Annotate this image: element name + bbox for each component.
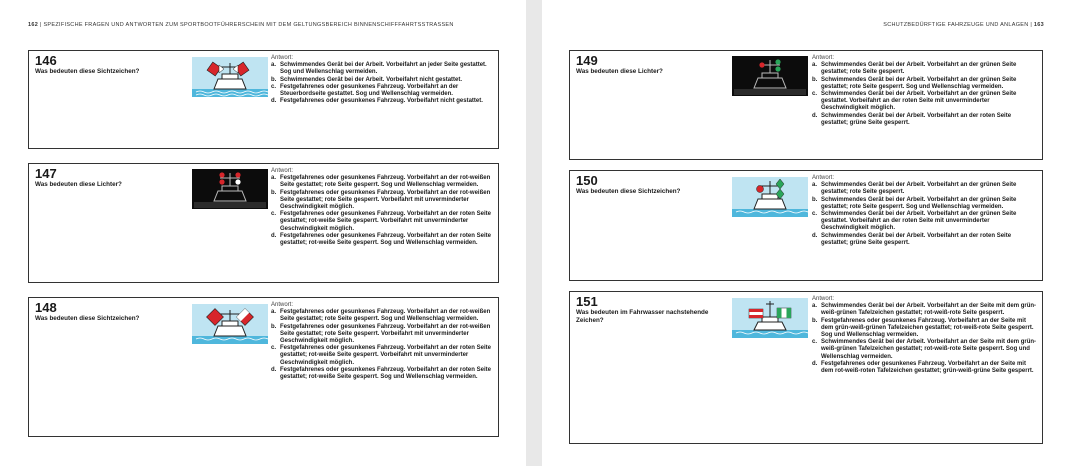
- answer-option[interactable]: d. Festgefahrenes oder gesunkenes Fahrzeug. Vorbeifahrt an der roten Seite gestattet; rot-weiße Seite gesperrt. Sog und Wellenschlag vermeiden.: [271, 232, 491, 247]
- question-card-151: [569, 291, 1043, 444]
- question-card-150: [569, 170, 1043, 281]
- page-header: SCHUTZBEDÜRFTIGE FAHRZEUGE UND ANLAGEN | 163: [883, 22, 1044, 28]
- answer-option[interactable]: d. Schwimmendes Gerät bei der Arbeit. Vorbeifahrt an der roten Seite gestattet; grüne Seite gesperrt.: [812, 232, 1012, 246]
- answer-option[interactable]: c. Festgefahrenes oder gesunkenes Fahrzeug. Vorbeifahrt an der roten Seite gestattet; rot-weiße Seite gesperrt. Vorbeifahrt mit unverminderter Geschwindigkeit möglich.: [271, 345, 491, 366]
- answer-option[interactable]: d. Festgefahrenes oder gesunkenes Fahrzeug. Vorbeifahrt an der roten Seite gestattet; rot-weiße Seite gesperrt. Sog und Wellenschlag vermeiden.: [271, 366, 491, 381]
- question-text: Was bedeuten diese Sichtzeichen?: [35, 315, 140, 322]
- answer-block: [271, 55, 493, 105]
- answer-option[interactable]: a. Schwimmendes Gerät bei der Arbeit. Vorbeifahrt an der grünen Seite gestattet; rote Seite gesperrt.: [812, 182, 1017, 196]
- answer-label: Antwort:: [812, 175, 835, 181]
- question-card-148: [28, 297, 499, 437]
- answer-option[interactable]: b. Festgefahrenes oder gesunkenes Fahrzeug. Vorbeifahrt an der rot-weißen Seite gestattet; rote Seite gesperrt. Vorbeifahrt mit unverminderter Geschwindigkeit möglich.: [271, 189, 491, 211]
- answer-block: [812, 55, 1038, 127]
- left-page: [0, 0, 526, 466]
- question-number: 147: [35, 166, 57, 181]
- day-signals-figure: [732, 177, 808, 217]
- answer-option[interactable]: a. Schwimmendes Gerät bei der Arbeit. Vorbeifahrt an der grünen Seite gestattet; rote Seite gesperrt.: [812, 62, 1017, 76]
- answer-option[interactable]: b. Festgefahrenes oder gesunkenes Fahrzeug. Vorbeifahrt an der Seite mit dem grün-weiß-grünen Tafelzeichen gestattet; rot-weiß-rote Seite gesperrt. Sog und Wellenschlag vermeiden.: [812, 317, 1034, 339]
- question-text: Was bedeuten diese Sichtzeichen?: [35, 68, 140, 75]
- question-text: Was bedeuten diese Sichtzeichen?: [576, 188, 681, 195]
- answer-option[interactable]: b. Schwimmendes Gerät bei der Arbeit. Vorbeifahrt an der grünen Seite gestattet; rote Seite gesperrt. Sog und Wellenschlag vermeiden.: [812, 196, 1017, 210]
- question-number: 148: [35, 300, 57, 315]
- answer-label: Antwort:: [271, 302, 294, 308]
- answer-option[interactable]: d. Festgefahrenes oder gesunkenes Fahrzeug. Vorbeifahrt an der Seite mit dem rot-weiß-roten Tafelzeichen gestattet; grün-weiß-grüne Seite gesperrt.: [812, 360, 1034, 375]
- answer-option[interactable]: c. Schwimmendes Gerät bei der Arbeit. Vorbeifahrt an der grünen Seite gestattet. Vorbeifahrt an der roten Seite mit unverminderter Geschwindigkeit möglich.: [812, 211, 1017, 232]
- question-card-149: [569, 50, 1043, 160]
- answer-block: [271, 302, 493, 381]
- answer-option[interactable]: a. Festgefahrenes oder gesunkenes Fahrzeug. Vorbeifahrt an der rot-weißen Seite gestattet; rote Seite gesperrt. Sog und Wellenschlag vermeiden.: [271, 175, 491, 189]
- question-text: Was bedeuten im Fahrwasser nachstehende Zeichen?: [576, 309, 709, 324]
- answer-label: Antwort:: [812, 296, 835, 302]
- answer-option[interactable]: d. Festgefahrenes oder gesunkenes Fahrzeug. Vorbeifahrt nicht gestattet.: [271, 98, 483, 105]
- question-number: 149: [576, 53, 598, 68]
- answer-label: Antwort:: [271, 55, 294, 61]
- answer-option[interactable]: c. Schwimmendes Gerät bei der Arbeit. Vorbeifahrt an der grünen Seite gestattet. Vorbeifahrt an der roten Seite mit unverminderter Geschwindigkeit möglich.: [812, 91, 1017, 112]
- question-text: Was bedeuten diese Lichter?: [35, 181, 122, 188]
- answer-label: Antwort:: [812, 55, 835, 61]
- answer-option[interactable]: c. Festgefahrenes oder gesunkenes Fahrzeug. Vorbeifahrt an der Steuerbordseite gestattet. Sog und Wellenschlag vermeiden.: [271, 83, 459, 98]
- right-page: [542, 0, 1068, 466]
- answer-option[interactable]: a. Schwimmendes Gerät bei der Arbeit. Vorbeifahrt an der Seite mit dem grün-weiß-grünen Tafelzeichen gestattet; rot-weiß-rote Seite gesperrt.: [812, 303, 1037, 317]
- question-card-147: [28, 163, 499, 283]
- answer-block: [271, 168, 493, 247]
- answer-option[interactable]: b. Festgefahrenes oder gesunkenes Fahrzeug. Vorbeifahrt an der rot-weißen Seite gestattet; rote Seite gesperrt. Vorbeifahrt mit unverminderter Geschwindigkeit möglich.: [271, 323, 491, 345]
- answer-option[interactable]: b. Schwimmendes Gerät bei der Arbeit. Vorbeifahrt nicht gestattet.: [271, 76, 463, 83]
- answer-option[interactable]: d. Schwimmendes Gerät bei der Arbeit. Vorbeifahrt an der roten Seite gestattet; grüne Seite gesperrt.: [812, 112, 1012, 126]
- night-lights-figure: [732, 56, 808, 96]
- question-number: 146: [35, 53, 57, 68]
- answer-option[interactable]: c. Festgefahrenes oder gesunkenes Fahrzeug. Vorbeifahrt an der roten Seite gestattet; rot-weiße Seite gesperrt. Vorbeifahrt mit unverminderter Geschwindigkeit möglich.: [271, 211, 491, 232]
- fairway-boards-figure: [732, 298, 808, 338]
- answer-block: [812, 296, 1038, 375]
- question-number: 150: [576, 173, 598, 188]
- question-number: 151: [576, 294, 598, 309]
- day-signals-figure: [192, 304, 268, 344]
- answer-label: Antwort:: [271, 168, 294, 174]
- answer-block: [812, 175, 1038, 247]
- question-text: Was bedeuten diese Lichter?: [576, 68, 663, 75]
- night-lights-figure: [192, 169, 268, 209]
- day-signals-figure: [192, 57, 268, 97]
- answer-option[interactable]: c. Schwimmendes Gerät bei der Arbeit. Vorbeifahrt an der Seite mit dem grün-weiß-grünen Tafelzeichen gestattet; rot-weiß-rote Seite gesperrt. Sog und Wellenschlag vermeiden.: [812, 339, 1037, 360]
- answer-option[interactable]: a. Schwimmendes Gerät bei der Arbeit. Vorbeifahrt an jeder Seite gestattet. Sog und Wellenschlag vermeiden.: [271, 62, 487, 76]
- answer-option[interactable]: a. Festgefahrenes oder gesunkenes Fahrzeug. Vorbeifahrt an der rot-weißen Seite gestattet; rote Seite gesperrt. Sog und Wellenschlag vermeiden.: [271, 309, 491, 323]
- question-card-146: [28, 50, 499, 149]
- page-header: 162 | SPEZIFISCHE FRAGEN UND ANTWORTEN ZUM SPORTBOOTFÜHRERSCHEIN MIT DEM GELTUNGSBEREICH BINNENSCHIFFFAHRTSSTRASSEN: [28, 22, 454, 28]
- answer-option[interactable]: b. Schwimmendes Gerät bei der Arbeit. Vorbeifahrt an der grünen Seite gestattet; rote Seite gesperrt. Sog und Wellenschlag vermeiden.: [812, 76, 1017, 90]
